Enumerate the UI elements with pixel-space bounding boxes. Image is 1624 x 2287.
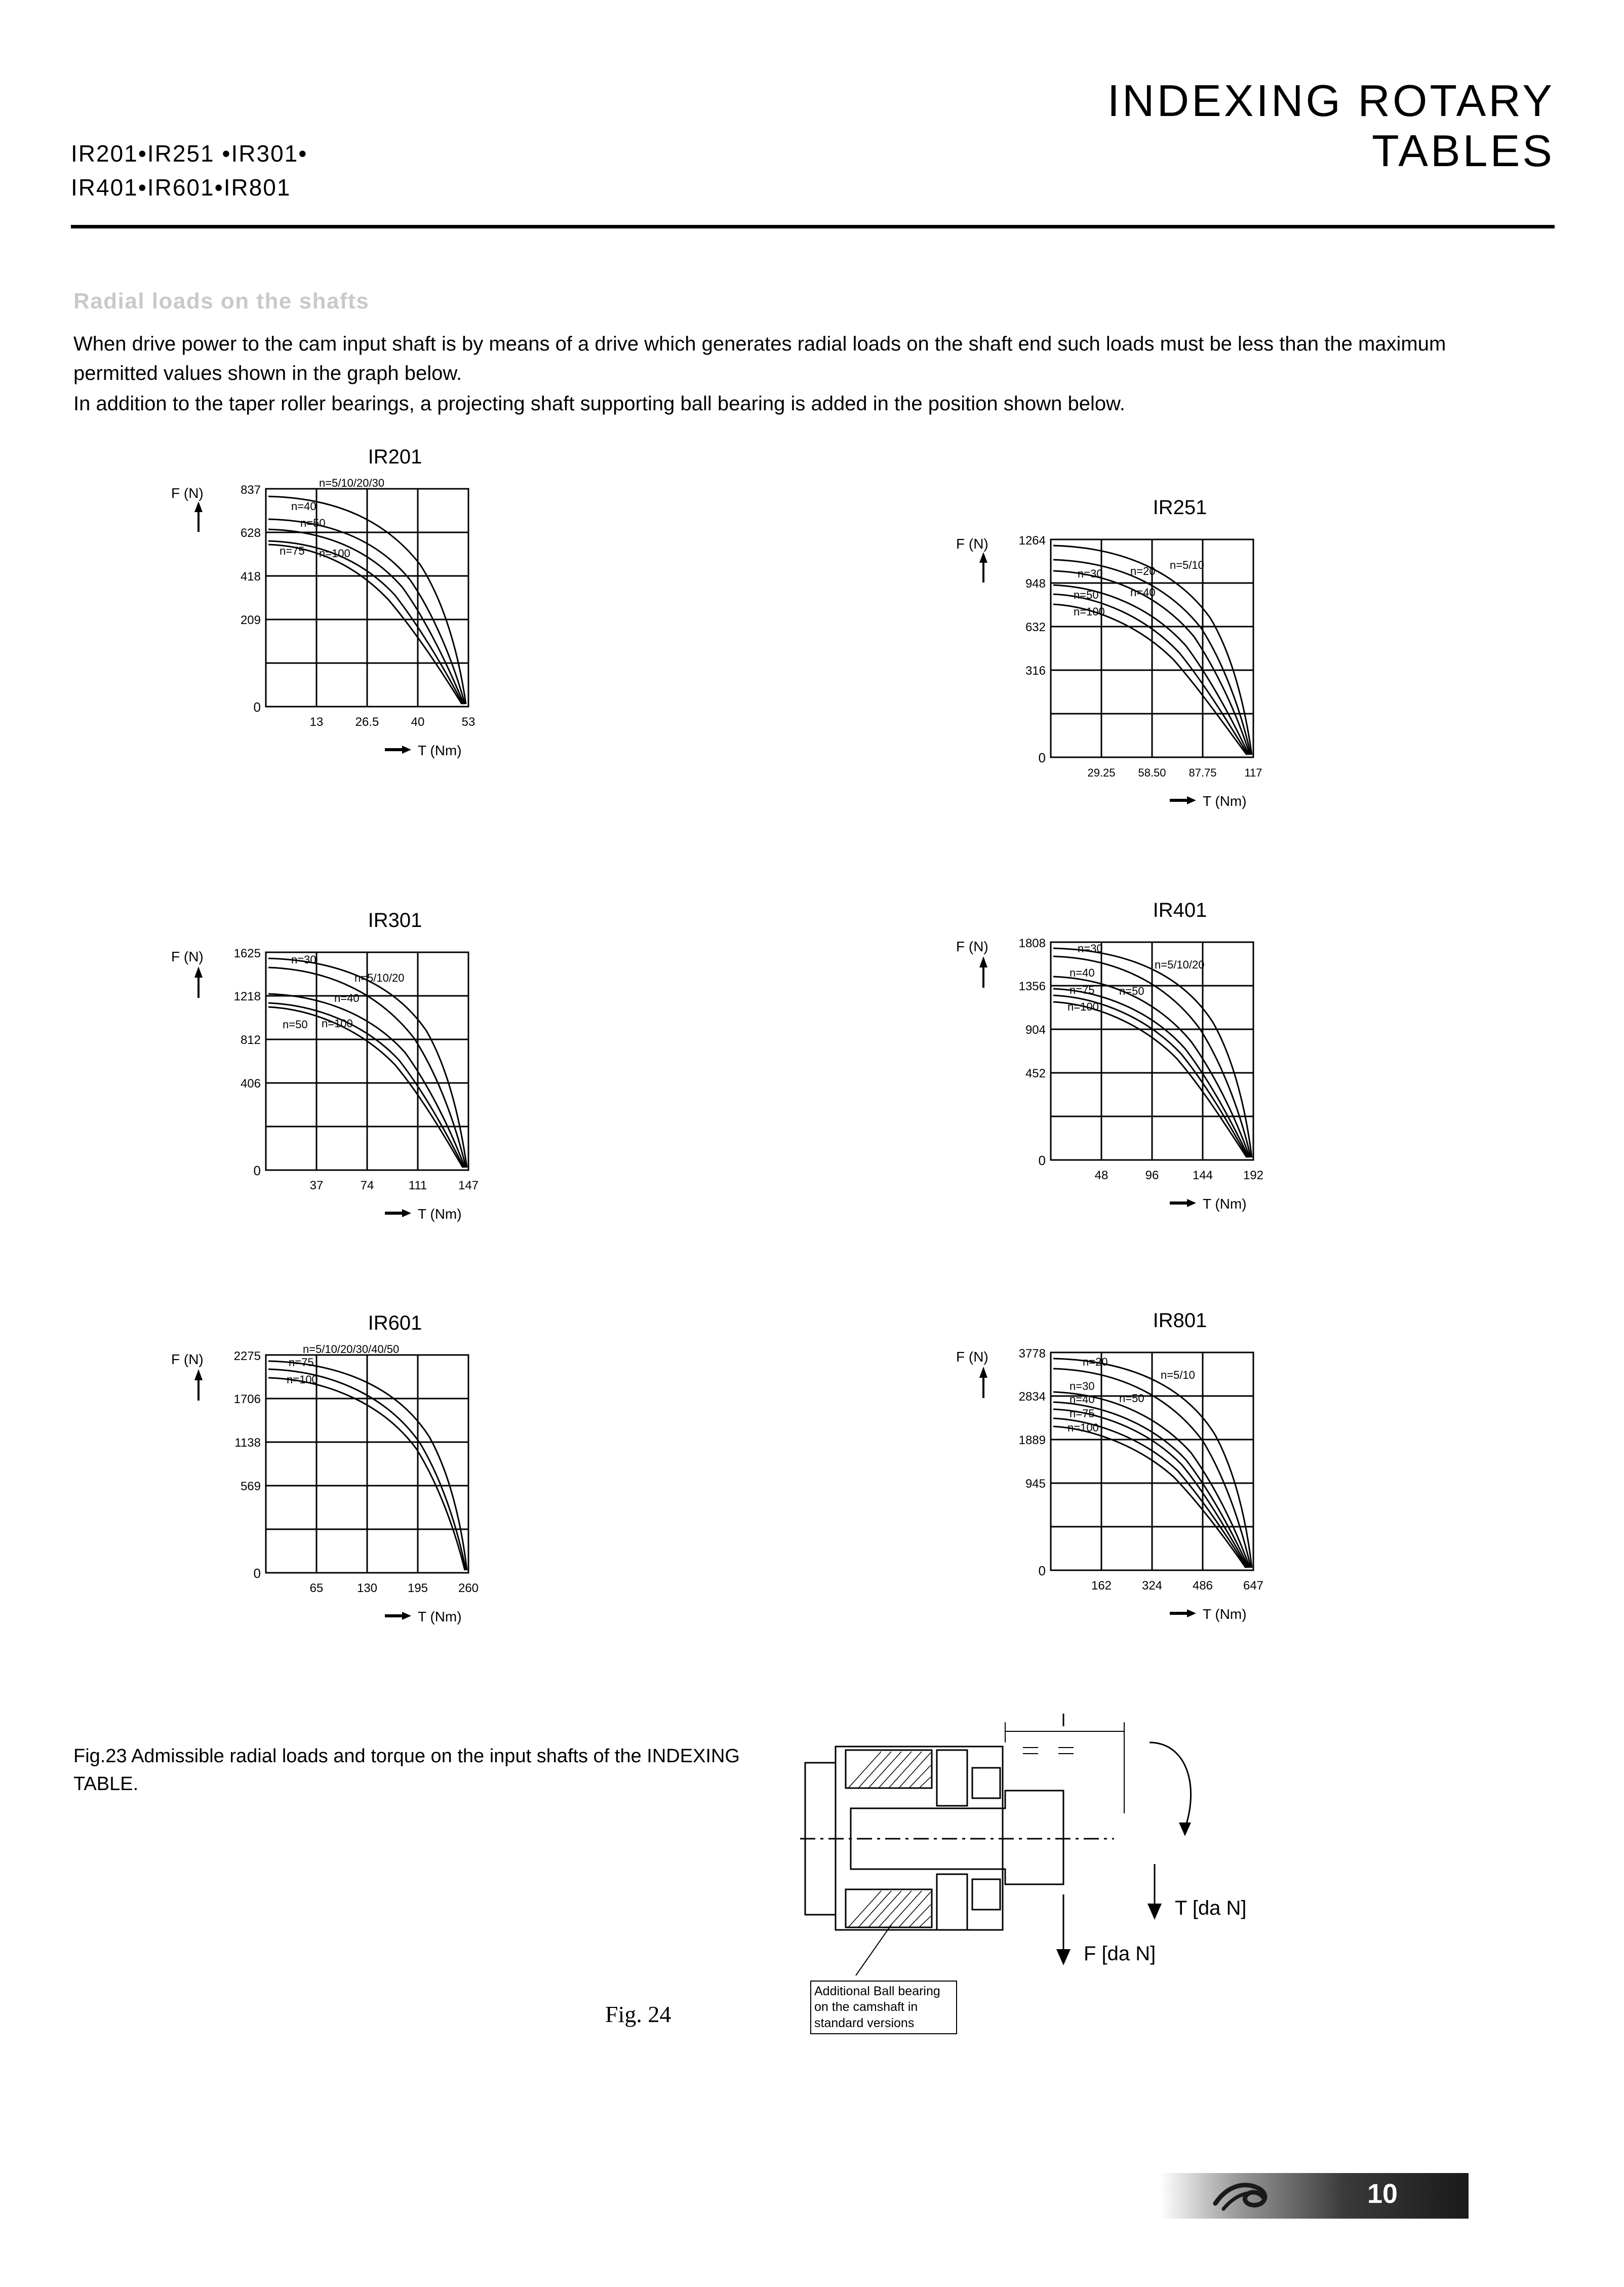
chart-ir401-curve-label-5: n=100 bbox=[1067, 1000, 1099, 1013]
chart-ir301-svg bbox=[167, 937, 623, 1251]
chart-ir801-title: IR801 bbox=[1153, 1309, 1207, 1332]
chart-ir201-xtick-4: 53 bbox=[461, 715, 476, 729]
chart-ir401-xtick-1: 48 bbox=[1094, 1169, 1108, 1182]
chart-ir301-xtick-4: 147 bbox=[458, 1179, 479, 1192]
chart-ir401-ylabel: F (N) bbox=[956, 939, 988, 954]
chart-ir601-xtick-4: 260 bbox=[458, 1581, 479, 1595]
chart-ir251-ylabel: F (N) bbox=[956, 536, 988, 552]
chart-ir201-curve-label-3: n=75 bbox=[280, 545, 305, 557]
chart-ir301-xtick-3: 111 bbox=[408, 1179, 427, 1192]
chart-ir201-ylabel: F (N) bbox=[171, 485, 204, 501]
chart-ir301 bbox=[167, 909, 623, 1251]
chart-ir301-curve-label-1: n=30 bbox=[291, 953, 316, 966]
x-arrow-icon bbox=[385, 746, 411, 754]
chart-ir301-xtick-1: 37 bbox=[309, 1179, 324, 1192]
chart-ir401-curve-label-3: n=50 bbox=[1119, 985, 1144, 997]
chart-ir401-title: IR401 bbox=[1153, 899, 1207, 921]
chart-ir601-svg bbox=[167, 1340, 623, 1654]
page-title-line2: TABLES bbox=[1372, 125, 1555, 176]
chart-ir251-ytick-2: 632 bbox=[1025, 621, 1046, 634]
chart-ir201-curve-label-0: n=5/10/20/30 bbox=[319, 477, 385, 489]
y-arrow-icon bbox=[194, 966, 203, 998]
section-body bbox=[73, 329, 1486, 419]
chart-ir301-ytick-0: 0 bbox=[253, 1163, 261, 1178]
chart-ir251-ytick-3: 948 bbox=[1025, 577, 1046, 591]
chart-ir251-plot bbox=[952, 524, 1408, 838]
chart-ir251 bbox=[952, 496, 1408, 838]
chart-ir801-svg bbox=[952, 1337, 1408, 1651]
chart-ir251-xtick-2: 58.50 bbox=[1138, 766, 1166, 779]
chart-ir201-xtick-3: 40 bbox=[411, 715, 425, 729]
chart-ir251-xtick-1: 29.25 bbox=[1087, 766, 1116, 779]
body-paragraph-2: In addition to the taper roller bearings, a projecting shaft supporting ball bearing is added in the position shown below. bbox=[73, 393, 1125, 415]
x-arrow-icon bbox=[1170, 796, 1196, 804]
force-label: F [da N] bbox=[1084, 1943, 1156, 1965]
chart-ir301-ytick-3: 1218 bbox=[233, 990, 261, 1003]
chart-ir801-ytick-1: 945 bbox=[1025, 1477, 1046, 1491]
body-paragraph-1: When drive power to the cam input shaft is by means of a drive which generates radial loads on the shaft end such loads must be less than the maximum permitted values shown in the graph below. bbox=[73, 333, 1446, 384]
fig24-caption: Fig. 24 bbox=[605, 2001, 671, 2027]
chart-ir201-xtick-1: 13 bbox=[309, 715, 324, 729]
page-number: 10 bbox=[1367, 2179, 1398, 2209]
chart-ir251-curve-label-5: n=100 bbox=[1074, 605, 1105, 618]
chart-ir401-ytick-4: 1808 bbox=[1018, 937, 1046, 950]
chart-ir251-xlabel: T (Nm) bbox=[1203, 793, 1247, 809]
chart-ir601-ytick-0: 0 bbox=[253, 1566, 261, 1581]
chart-ir801-curve-label-3: n=40 bbox=[1070, 1393, 1095, 1406]
torque-label: T [da N] bbox=[1175, 1897, 1247, 1919]
chart-ir401-curve-label-0: n=5/10/20 bbox=[1155, 958, 1205, 971]
chart-ir801-plot bbox=[952, 1337, 1408, 1651]
chart-ir401-ytick-2: 904 bbox=[1025, 1023, 1046, 1037]
chart-ir801-curve-label-1: n=20 bbox=[1083, 1355, 1108, 1368]
chart-ir201-curve-label-2: n=50 bbox=[300, 517, 326, 529]
y-arrow-icon bbox=[979, 956, 987, 988]
chart-ir251-ytick-4: 1264 bbox=[1018, 534, 1046, 548]
chart-ir401 bbox=[952, 899, 1408, 1241]
chart-ir801-xtick-2: 324 bbox=[1141, 1579, 1163, 1593]
chart-ir201-svg bbox=[167, 474, 623, 788]
chart-ir601-ytick-3: 1706 bbox=[233, 1392, 261, 1406]
chart-ir801-xlabel: T (Nm) bbox=[1203, 1606, 1247, 1622]
shaft-assembly-drawing bbox=[800, 1712, 1433, 2143]
y-arrow-icon bbox=[194, 1369, 203, 1401]
chart-ir201 bbox=[167, 446, 623, 788]
x-arrow-icon bbox=[1170, 1609, 1196, 1617]
y-arrow-icon bbox=[979, 1367, 987, 1398]
chart-ir401-ytick-0: 0 bbox=[1038, 1153, 1046, 1168]
footer-bar bbox=[1160, 2173, 1469, 2219]
x-arrow-icon bbox=[385, 1612, 411, 1620]
chart-ir801-xtick-3: 486 bbox=[1192, 1579, 1213, 1593]
page-title-line1: INDEXING ROTARY bbox=[1107, 75, 1555, 126]
chart-ir801-ytick-2: 1889 bbox=[1018, 1433, 1046, 1447]
chart-ir201-xtick-2: 26.5 bbox=[355, 715, 379, 729]
chart-ir601-ytick-4: 2275 bbox=[233, 1349, 261, 1363]
chart-ir801-xtick-1: 162 bbox=[1091, 1579, 1112, 1593]
chart-ir201-curve-label-1: n=40 bbox=[291, 500, 316, 513]
chart-ir601 bbox=[167, 1312, 623, 1654]
chart-ir601-curve-label-0: n=5/10/20/30/40/50 bbox=[303, 1343, 400, 1355]
chart-ir601-xlabel: T (Nm) bbox=[418, 1609, 462, 1624]
header-divider bbox=[71, 225, 1555, 228]
chart-ir801-curve-label-0: n=5/10 bbox=[1161, 1369, 1195, 1381]
chart-ir251-curve-label-4: n=50 bbox=[1074, 589, 1099, 601]
shaft-assembly-svg bbox=[800, 1712, 1433, 2143]
chart-ir251-title: IR251 bbox=[1153, 496, 1207, 519]
y-arrow-icon bbox=[979, 552, 987, 583]
company-logo bbox=[1210, 2176, 1286, 2216]
chart-ir251-curve-label-3: n=40 bbox=[1130, 586, 1156, 599]
chart-ir301-curve-label-4: n=100 bbox=[322, 1017, 353, 1030]
chart-ir301-xtick-2: 74 bbox=[360, 1179, 374, 1192]
chart-ir601-title: IR601 bbox=[368, 1312, 422, 1334]
chart-ir201-title: IR201 bbox=[368, 446, 422, 468]
chart-ir301-ylabel: F (N) bbox=[171, 949, 204, 964]
model-list-line1: IR201•IR251 •IR301• bbox=[71, 140, 308, 167]
chart-ir401-curve-label-2: n=40 bbox=[1070, 966, 1095, 979]
chart-ir301-ytick-1: 406 bbox=[240, 1077, 261, 1091]
chart-ir301-title: IR301 bbox=[368, 909, 422, 932]
y-arrow-icon bbox=[194, 501, 203, 532]
chart-ir301-curve-label-0: n=5/10/20 bbox=[354, 972, 405, 984]
chart-ir401-curve-label-1: n=30 bbox=[1078, 942, 1103, 955]
chart-ir601-xtick-1: 65 bbox=[309, 1581, 324, 1595]
chart-ir801-ytick-4: 3778 bbox=[1018, 1347, 1046, 1361]
chart-ir601-xtick-3: 195 bbox=[407, 1581, 428, 1595]
chart-ir251-xtick-3: 87.75 bbox=[1189, 766, 1217, 779]
model-list-line2: IR401•IR601•IR801 bbox=[71, 174, 291, 201]
dimension-label-l: l bbox=[1061, 1712, 1065, 1730]
logo-swirl-icon bbox=[1210, 2176, 1286, 2216]
x-arrow-icon bbox=[385, 1209, 411, 1217]
chart-ir301-plot bbox=[167, 937, 623, 1251]
chart-ir401-ytick-1: 452 bbox=[1025, 1067, 1046, 1080]
chart-ir251-curve-label-0: n=5/10 bbox=[1170, 559, 1204, 571]
chart-ir601-ytick-2: 1138 bbox=[234, 1436, 261, 1450]
chart-ir401-ytick-3: 1356 bbox=[1018, 980, 1046, 993]
chart-ir801-curve-label-5: n=75 bbox=[1070, 1407, 1095, 1420]
chart-ir601-curve-label-1: n=75 bbox=[289, 1356, 314, 1369]
chart-ir801-ytick-3: 2834 bbox=[1018, 1390, 1046, 1404]
chart-ir251-svg bbox=[952, 524, 1408, 838]
chart-ir201-ytick-3: 628 bbox=[240, 526, 261, 540]
chart-ir201-ytick-1: 209 bbox=[240, 613, 261, 627]
chart-ir401-xtick-3: 144 bbox=[1192, 1169, 1213, 1182]
page-title bbox=[1107, 76, 1555, 176]
chart-ir301-ytick-4: 1625 bbox=[233, 947, 261, 960]
chart-ir301-curve-label-3: n=50 bbox=[283, 1018, 308, 1031]
drawing-annotation: Additional Ball bearing on the camshaft in standard versions bbox=[810, 1981, 957, 2034]
chart-ir801-curve-label-6: n=100 bbox=[1067, 1421, 1099, 1434]
chart-ir601-xtick-2: 130 bbox=[357, 1581, 378, 1595]
fig23-caption: Fig.23 Admissible radial loads and torque on the input shafts of the INDEXING TABLE. bbox=[73, 1746, 740, 1795]
chart-ir601-curve-label-2: n=100 bbox=[287, 1373, 318, 1386]
chart-ir201-curve-label-4: n=100 bbox=[319, 547, 350, 560]
chart-ir401-curve-label-4: n=75 bbox=[1070, 984, 1095, 996]
chart-ir301-xlabel: T (Nm) bbox=[418, 1206, 462, 1222]
chart-ir401-xtick-4: 192 bbox=[1243, 1169, 1264, 1182]
chart-ir601-ytick-1: 569 bbox=[240, 1480, 261, 1493]
chart-ir801-ytick-0: 0 bbox=[1038, 1563, 1046, 1578]
chart-ir601-ylabel: F (N) bbox=[171, 1351, 204, 1367]
chart-ir801-curve-label-2: n=30 bbox=[1070, 1380, 1095, 1392]
chart-ir201-ytick-2: 418 bbox=[240, 570, 261, 584]
chart-ir251-curve-label-1: n=20 bbox=[1130, 565, 1156, 577]
chart-ir251-xtick-4: 117 bbox=[1244, 766, 1262, 779]
chart-ir401-xlabel: T (Nm) bbox=[1203, 1196, 1247, 1212]
page-header bbox=[71, 76, 1555, 228]
chart-ir801-curve-label-4: n=50 bbox=[1119, 1392, 1144, 1405]
chart-ir251-ytick-1: 316 bbox=[1025, 664, 1046, 678]
chart-ir301-curve-label-2: n=40 bbox=[334, 992, 360, 1004]
chart-ir401-xtick-2: 96 bbox=[1145, 1169, 1159, 1182]
chart-ir251-curve-label-2: n=30 bbox=[1078, 567, 1103, 580]
chart-ir301-ytick-2: 812 bbox=[240, 1033, 261, 1047]
chart-ir201-ytick-4: 837 bbox=[240, 483, 261, 497]
x-arrow-icon bbox=[1170, 1199, 1196, 1207]
model-list bbox=[71, 137, 307, 204]
chart-ir201-xlabel: T (Nm) bbox=[418, 743, 462, 758]
chart-ir801 bbox=[952, 1309, 1408, 1651]
chart-ir201-ytick-0: 0 bbox=[253, 700, 261, 715]
chart-ir801-ylabel: F (N) bbox=[956, 1349, 988, 1365]
chart-ir201-plot bbox=[167, 474, 623, 788]
chart-ir801-xtick-4: 647 bbox=[1243, 1579, 1264, 1593]
chart-ir601-plot bbox=[167, 1340, 623, 1654]
section-heading: Radial loads on the shafts bbox=[73, 289, 370, 314]
chart-ir401-svg bbox=[952, 927, 1408, 1241]
chart-ir251-ytick-0: 0 bbox=[1038, 750, 1046, 765]
chart-ir401-plot bbox=[952, 927, 1408, 1241]
